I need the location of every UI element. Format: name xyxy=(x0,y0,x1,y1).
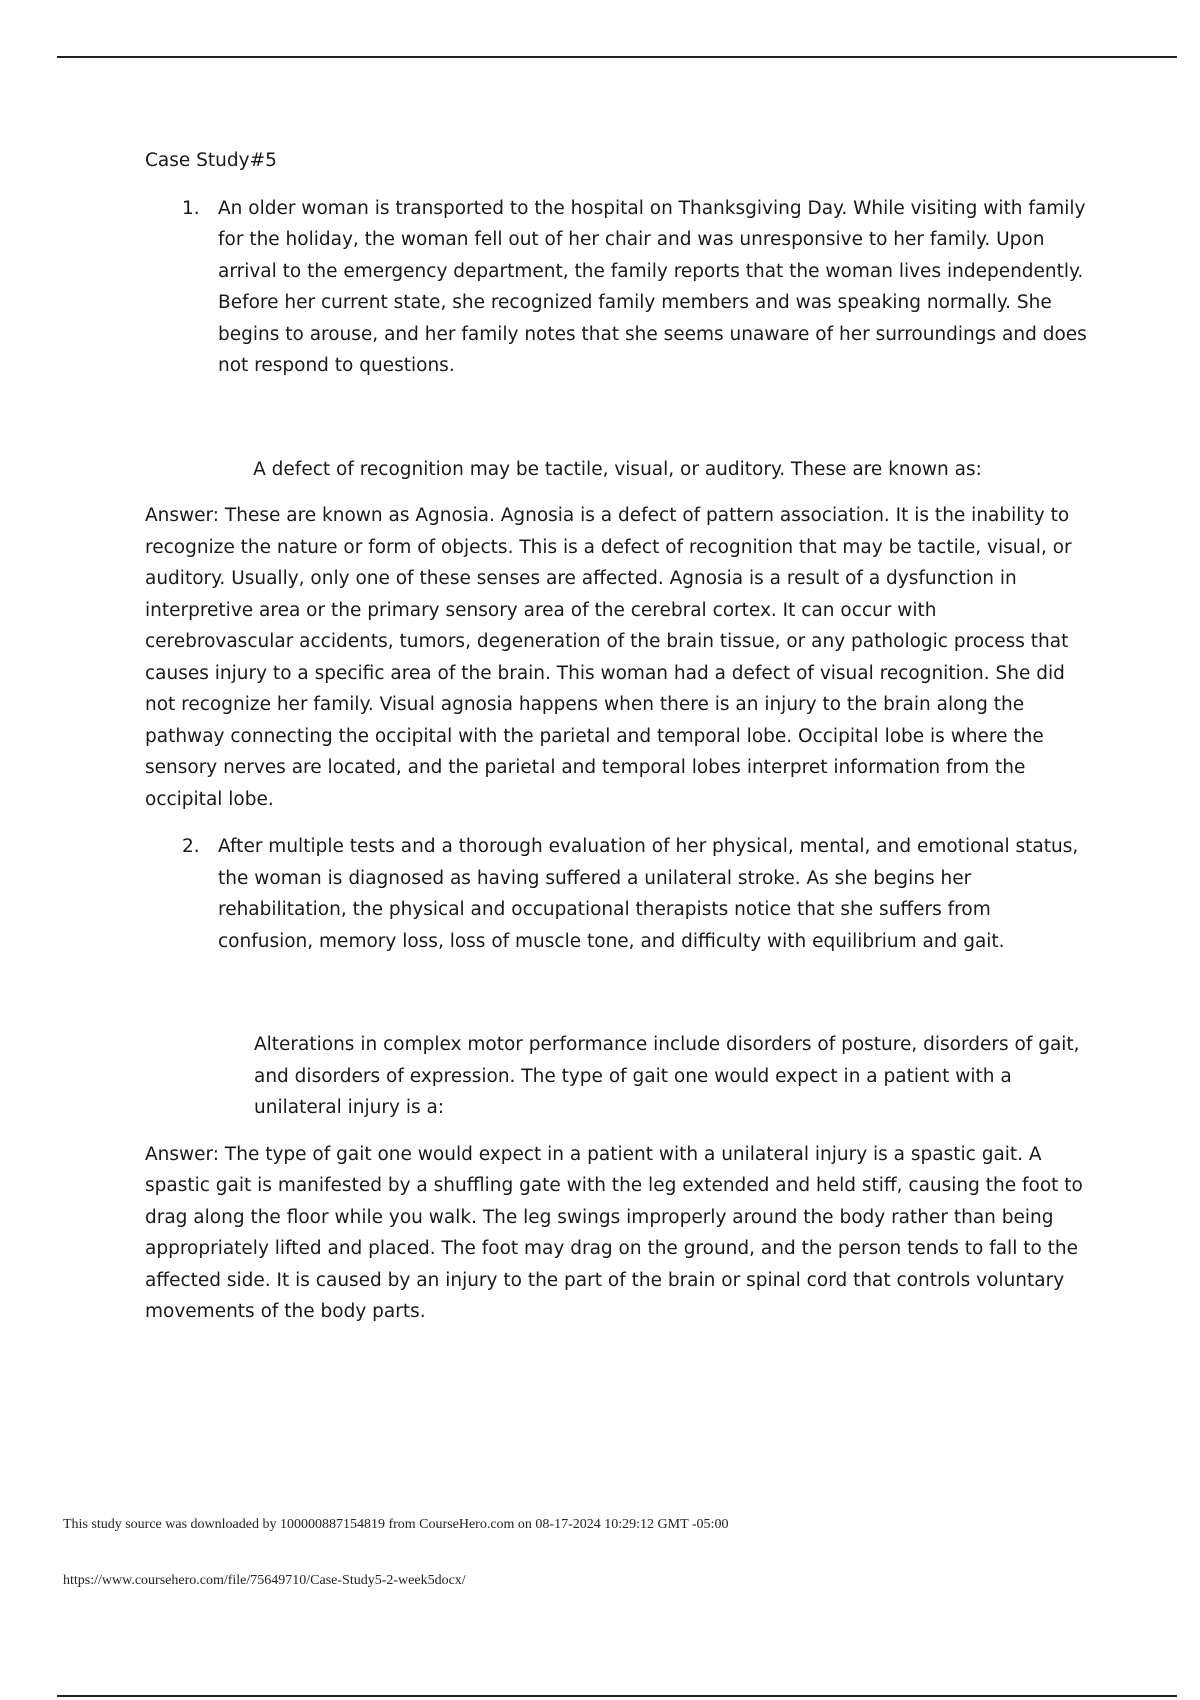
item-number: 2. xyxy=(182,836,200,857)
download-notice: This study source was downloaded by 100000887154819 from CourseHero.com on 08-17-2024 10:29:12 GMT -05:00 xyxy=(63,1517,729,1532)
top-divider xyxy=(57,56,1177,58)
item-number: 1. xyxy=(182,197,200,219)
answer-1: Answer: These are known as Agnosia. Agnosia is a defect of pattern association. It is the inability to recognize the nature or form of objects. This is a defect of recognition that may be tactile, visual, or auditory. Usually, only one of these senses are affected. Agnosia is a result of a dysfunction in interpretive area or the primary sensory area of the cerebral cortex. It can occur with cerebrovascular accidents, tumors, degeneration of the brain tissue, or any pathologic process that causes injury to a specific area of the brain. This woman had a defect of visual recognition. She did not recognize her family. Visual agnosia happens when there is an injury to the brain along the pathway connecting the occipital with the parietal and temporal lobe. Occipital lobe is where the sensory nerves are located, and the parietal and temporal lobes interpret information from the occipital lobe. xyxy=(145,505,1072,810)
document-body xyxy=(145,145,1090,1344)
bottom-divider xyxy=(57,1695,1177,1697)
item-text: After multiple tests and a thorough evaluation of her physical, mental, and emotional status, the woman is diagnosed as having suffered a unilateral stroke. As she begins her rehabilitation, the physical and occupational therapists notice that she suffers from confusion, memory loss, loss of muscle tone, and difficulty with equilibrium and gait. xyxy=(218,836,1079,952)
question-2: Alterations in complex motor performance include disorders of posture, disorders of gait, and disorders of expression. The type of gait one would expect in a patient with a unilateral injury is a: xyxy=(254,1034,1080,1118)
question-1: A defect of recognition may be tactile, visual, or auditory. These are known as: xyxy=(253,458,982,480)
source-url[interactable]: https://www.coursehero.com/file/75649710/Case-Study5-2-week5docx/ xyxy=(63,1573,466,1588)
item-text: An older woman is transported to the hospital on Thanksgiving Day. While visiting with family for the holiday, the woman fell out of her chair and was unresponsive to her family. Upon arrival to the emergency department, the family reports that the woman lives independently. Before her current state, she recognized family members and was speaking normally. She begins to arouse, and her family notes that she seems unaware of her surroundings and does not respond to questions. xyxy=(218,197,1087,376)
document-title: Case Study#5 xyxy=(145,150,277,171)
case-item-1 xyxy=(145,193,1090,382)
answer-2: Answer: The type of gait one would expect in a patient with a unilateral injury is a spastic gait. A spastic gait is manifested by a shuffling gate with the leg extended and held stiff, causing the foot to drag along the floor while you walk. The leg swings improperly around the body rather than being appropriately lifted and placed. The foot may drag on the ground, and the person tends to fall to the affected side. It is caused by an injury to the part of the brain or spinal cord that controls voluntary movements of the body parts. xyxy=(145,1143,1083,1322)
case-item-2 xyxy=(145,831,1090,957)
